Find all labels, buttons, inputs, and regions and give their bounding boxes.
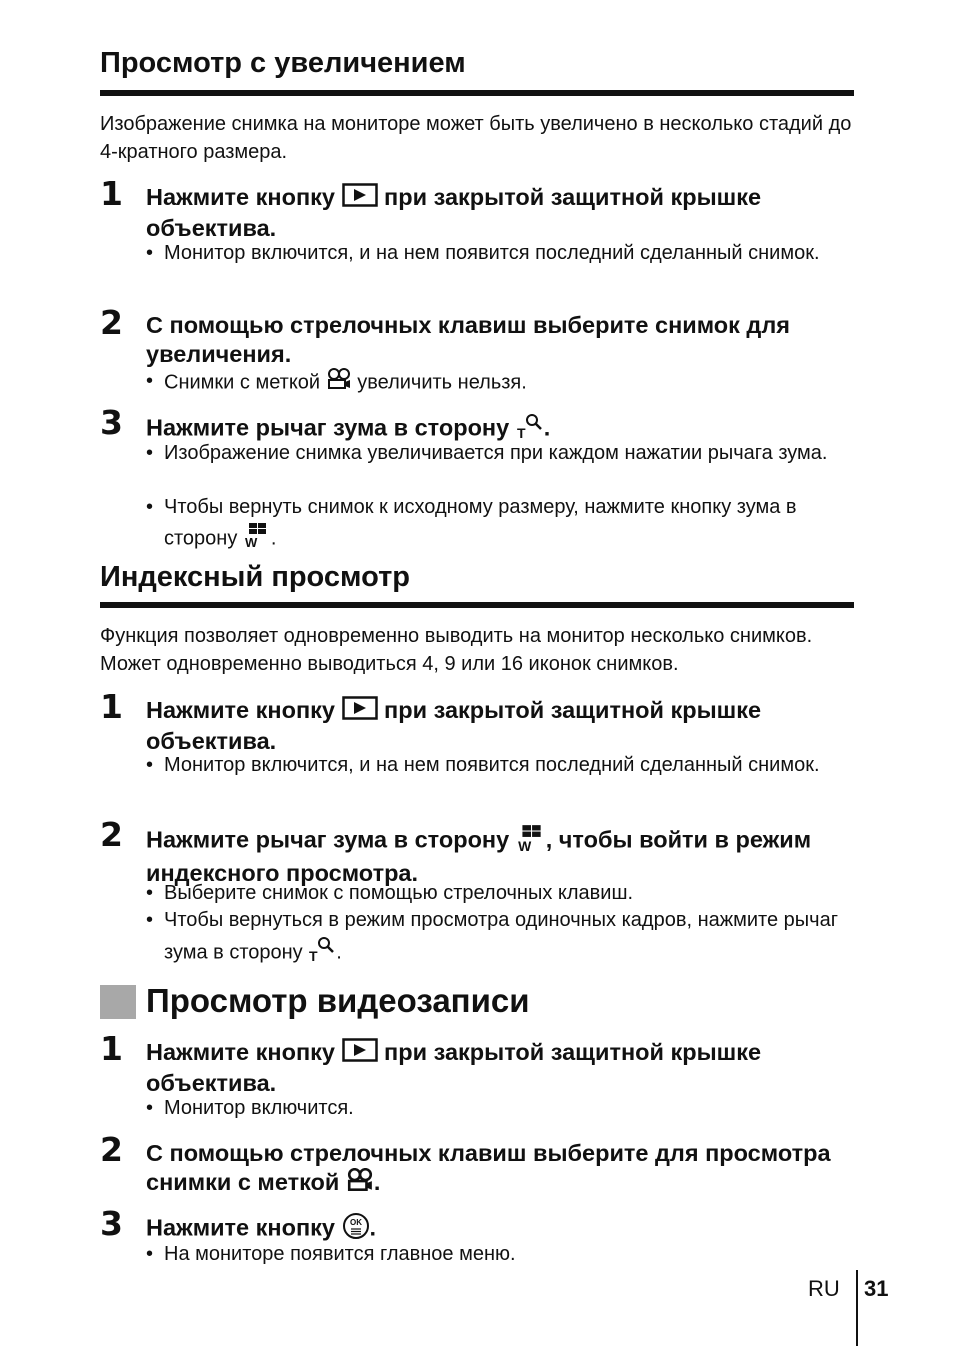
step-number: 3 xyxy=(100,403,123,442)
bullet-note: • Монитор включится. xyxy=(146,1097,354,1119)
movie-icon xyxy=(346,1168,374,1199)
zoom-wide-index-icon xyxy=(243,522,271,557)
title-rule xyxy=(100,602,854,608)
step-instruction: Нажмите кнопку OK . xyxy=(146,1212,862,1247)
step-number: 2 xyxy=(100,1130,123,1169)
footer-language: RU xyxy=(808,1276,840,1301)
bullet-note: • Чтобы вернуть снимок к исходному размеру, нажмите кнопку зума в сторону W . xyxy=(146,494,864,556)
intro-paragraph: Изображение снимка на мониторе может быть увеличено в несколько стадий до 4-кратного размера. xyxy=(100,113,852,163)
section-title-index: Индексный просмотр xyxy=(100,561,410,593)
bullet-note: • На мониторе появится главное меню. xyxy=(146,1243,516,1265)
step-instruction: Нажмите рычаг зума в сторону W , чтобы войти в режим индексного просмотра. xyxy=(146,824,862,888)
bullet-note: • Выберите снимок с помощью стрелочных клавиш. xyxy=(146,882,634,904)
footer-divider xyxy=(856,1270,858,1346)
step-instruction: С помощью стрелочных клавиш выберите снимок для увеличения. xyxy=(146,312,790,367)
section-marker xyxy=(100,985,136,1019)
step-number: 1 xyxy=(100,174,123,213)
step-number: 1 xyxy=(100,687,123,726)
svg-text:W: W xyxy=(244,534,258,548)
intro-paragraph: Функция позволяет одновременно выводить на монитор несколько снимков. Может одновременно выводиться 4, 9 или 16 иконок снимков. xyxy=(100,625,813,675)
step-number: 2 xyxy=(100,815,123,854)
zoom-tele-icon xyxy=(308,935,336,972)
bullet-note: • Снимки с меткой увеличить нельзя. xyxy=(146,368,864,399)
svg-text:W: W xyxy=(517,837,532,852)
step-instruction: Нажмите рычаг зума в сторону T . xyxy=(146,412,862,447)
step-instruction: Нажмите кнопку при закрытой защитной крышке объектива. xyxy=(146,1039,762,1097)
bullet-note: • Чтобы вернуться в режим просмотра одиночных кадров, нажмите рычаг зума в сторону T . xyxy=(146,907,864,971)
playback-button-icon xyxy=(342,183,378,214)
bullet-note: • Изображение снимка увеличивается при каждом нажатии рычага зума. xyxy=(146,442,828,464)
svg-text:T: T xyxy=(309,947,318,963)
section-title-video: Просмотр видеозаписи xyxy=(146,982,530,1019)
playback-button-icon xyxy=(342,696,378,727)
section-title-zoom: Просмотр с увеличением xyxy=(100,47,466,79)
zoom-wide-index-icon xyxy=(516,824,546,859)
playback-button-icon xyxy=(342,1038,378,1069)
step-instruction: С помощью стрелочных клавиш выберите для просмотра снимки с меткой . xyxy=(146,1139,862,1199)
step-number: 3 xyxy=(100,1204,123,1243)
step-instruction: Нажмите кнопку при закрытой защитной крышке объектива. xyxy=(146,184,762,242)
svg-text:OK: OK xyxy=(349,1218,362,1227)
bullet-note: • Монитор включится, и на нем появится последний сделанный снимок. xyxy=(146,754,820,776)
movie-icon xyxy=(326,368,352,399)
bullet-note: • Монитор включится, и на нем появится последний сделанный снимок. xyxy=(146,242,820,264)
page-number: 31 xyxy=(864,1276,889,1301)
step-instruction: Нажмите кнопку при закрытой защитной крышке объектива. xyxy=(146,697,762,755)
step-number: 2 xyxy=(100,303,123,342)
svg-text:T: T xyxy=(516,425,526,440)
step-number: 1 xyxy=(100,1029,123,1068)
title-rule xyxy=(100,90,854,96)
